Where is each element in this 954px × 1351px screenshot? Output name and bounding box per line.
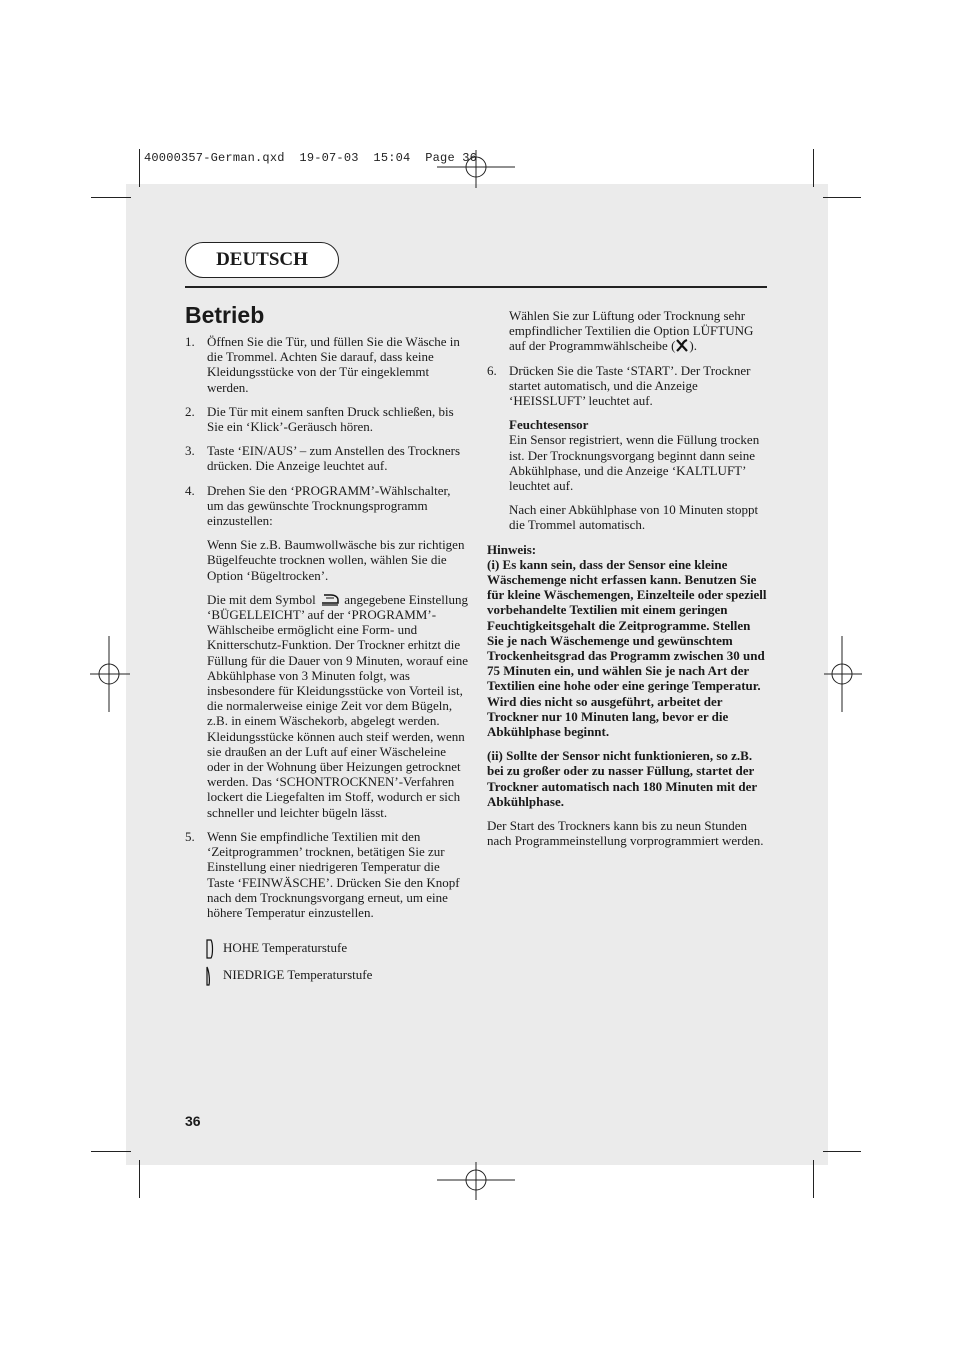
step-text: Wenn Sie empfindliche Textilien mit den ‘Zeitprogrammen’ trocknen, betätigen Sie zur Einstellung einer niedrigeren Temperatur die Taste ‘FEINWÄSCHE’. Drücken Sie den Knopf nach dem Trocknungsvorgang erneut, um eine höhere Temperatur einzustellen. bbox=[207, 828, 460, 920]
step-2 bbox=[185, 404, 469, 434]
registration-mark-right bbox=[824, 636, 864, 714]
step-number: 3. bbox=[185, 443, 195, 459]
step-number: 6. bbox=[487, 362, 497, 378]
registration-mark-left bbox=[90, 636, 130, 714]
step-text: Taste ‘EIN/AUS’ – zum Anstellen des Trockners drücken. Die Anzeige leuchtet auf. bbox=[207, 443, 461, 474]
crop-mark-bl-v bbox=[139, 1160, 140, 1198]
language-badge bbox=[185, 242, 339, 278]
crop-mark-bl-h bbox=[91, 1151, 131, 1152]
step-text: Drücken Sie die Taste ‘START’. Der Trockner startet automatisch, und die Anzeige ‘HEISSLUFT’ leuchtet auf. bbox=[509, 362, 751, 409]
right-column bbox=[487, 308, 769, 858]
crop-mark-tr-v bbox=[813, 149, 814, 187]
legend-label: HOHE Temperaturstufe bbox=[223, 940, 348, 956]
legend-label: NIEDRIGE Temperaturstufe bbox=[223, 967, 373, 983]
venting-text-after: ). bbox=[689, 338, 698, 354]
registration-mark-top bbox=[437, 150, 517, 190]
step-3 bbox=[185, 443, 469, 473]
crop-mark-tl-h bbox=[91, 197, 131, 198]
step-5 bbox=[185, 829, 469, 920]
header-rule bbox=[185, 286, 767, 288]
step-1 bbox=[185, 334, 469, 395]
delay-start-paragraph: Der Start des Trockners kann bis zu neun Stunden nach Programmeinstellung vorprogrammiert werden. bbox=[487, 818, 764, 849]
step-text: Öffnen Sie die Tür, und füllen Sie die Wäsche in die Trommel. Achten Sie darauf, dass keine Kleidungsstücke von der Tür eingeklemmt werden. bbox=[207, 334, 460, 395]
iron-text-after: angegebene Einstellung ‘BÜGELLEICHT’ auf der ‘PROGRAMM’-Wählscheibe ermöglicht eine Form- und Knitterschutz-Funktion. Der Trockner erhitzt die Füllung für die Dauer von 9 Minuten, worauf eine Abkühlphase von 3 Minuten folgt, was insbesondere für Kleidungsstücke von Vorteil ist, die normalerweise einige Zeit vor dem Bügeln, z.B. in einem Wäschekorb, abgelegt werden. Kleidungsstücke können auch steif werden, wenn sie draußen an der Luft auf einer Wäscheleine oder in der Wohnung über Heizungen getrocknet werden. Das ‘SCHONTROCKNEN’-Verfahren lockert die Liegefalten im Stoff, wodurch er sich schneller und leichter bügeln lässt. bbox=[207, 591, 469, 820]
crop-mark-tl-v bbox=[139, 149, 140, 187]
page-title: Betrieb bbox=[185, 302, 265, 328]
printer-slug: 40000357-German.qxd 19-07-03 15:04 Page 36 bbox=[144, 151, 478, 165]
high-temp-icon bbox=[205, 939, 215, 959]
moisture-sensor-text: Ein Sensor registriert, wenn die Füllung trocken ist. Der Trocknungsvorgang beginnt dann seine Abkühlphase, und die Anzeige ‘KALTLUFT’ leuchtet auf. bbox=[509, 432, 760, 494]
venting-paragraph bbox=[487, 308, 769, 354]
iron-text-before: Die mit dem Symbol bbox=[207, 591, 316, 607]
moisture-sensor-section bbox=[487, 417, 769, 493]
note-section bbox=[487, 542, 769, 740]
page-number: 36 bbox=[185, 1113, 201, 1129]
note-2: (ii) Sollte der Sensor nicht funktionieren, so z.B. bei zu großer oder zu nasser Füllung, startet der Trockner automatisch nach 180 Minuten mit der Abkühlphase. bbox=[487, 748, 757, 809]
cooldown-paragraph: Nach einer Abkühlphase von 10 Minuten stoppt die Trommel automatisch. bbox=[509, 502, 759, 533]
step-text: Drehen Sie den ‘PROGRAMM’-Wählschalter, um das gewünschte Trocknungsprogramm einzustellen: bbox=[207, 482, 451, 529]
crop-mark-tr-h bbox=[823, 197, 861, 198]
venting-text-before: Wählen Sie zur Lüftung oder Trocknung sehr empfindlicher Textilien die Option LÜFTUNG auf der Programmwählscheibe ( bbox=[509, 308, 754, 354]
legend-high-temp bbox=[185, 937, 469, 959]
note-title: Hinweis: bbox=[487, 541, 537, 557]
step-text: Die Tür mit einem sanften Druck schließen, bis Sie ein ‘Klick’-Geräusch hören. bbox=[207, 403, 454, 435]
low-temp-icon bbox=[205, 966, 215, 986]
registration-mark-bottom bbox=[437, 1160, 517, 1200]
left-column bbox=[185, 334, 469, 991]
crop-mark-br-v bbox=[813, 1160, 814, 1198]
step-number: 1. bbox=[185, 334, 195, 349]
fan-icon bbox=[675, 339, 689, 352]
step-number: 2. bbox=[185, 403, 195, 419]
iron-icon bbox=[319, 592, 341, 606]
step-4-example: Wenn Sie z.B. Baumwollwäsche bis zur richtigen Bügelfeuchte trocknen wollen, wählen Sie die Option ‘Bügeltrocken’. bbox=[207, 537, 465, 583]
crop-mark-br-h bbox=[823, 1151, 861, 1152]
moisture-sensor-title: Feuchtesensor bbox=[509, 417, 589, 433]
language-label: DEUTSCH bbox=[216, 249, 308, 270]
step-4-iron-paragraph bbox=[185, 592, 469, 820]
step-6 bbox=[487, 363, 769, 409]
step-number: 4. bbox=[185, 482, 195, 498]
step-number: 5. bbox=[185, 828, 195, 844]
legend-low-temp bbox=[185, 964, 469, 986]
note-1: (i) Es kann sein, dass der Sensor eine kleine Wäschemenge nicht erfassen kann. Benutzen Sie für kleine Wäschemengen, Einzelteile oder speziell vorbehandelte Textilien mit einem geringen Feuchtigkeitsgehalt die Zeitprogramme. Stellen Sie je nach Wäschemenge und gewünschtem Trockenheitsgrad das Programm zwischen 30 und 75 Minuten ein, und wählen Sie je nach Art der Textilien eine hohe oder eine geringe Temperatur. Wird dies nicht so ausgeführt, arbeitet der Trockner nur 10 Minuten lang, bevor er die Abkühlphase beginnt. bbox=[487, 556, 767, 740]
step-4 bbox=[185, 483, 469, 529]
